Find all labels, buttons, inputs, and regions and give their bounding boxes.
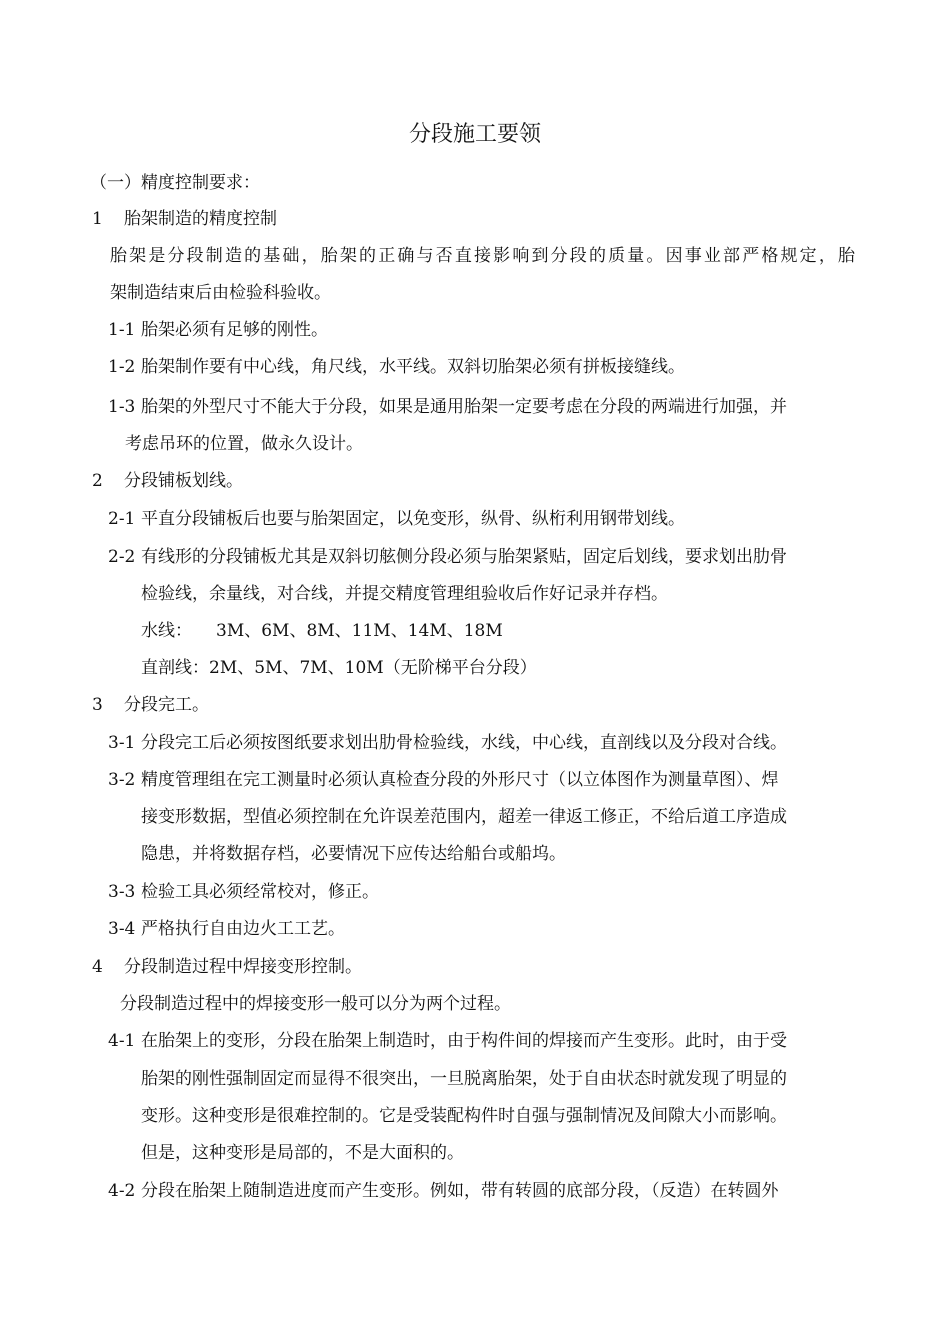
sub-item-text: 检验工具必须经常校对，修正。 [141,882,379,902]
sub-item-continuation: 胎架的刚性强制固定而显得不很突出，一旦脱离胎架，处于自由状态时就发现了明显的 [141,1069,787,1089]
sub-item-1-2 [108,355,685,379]
sub-item-2-1 [108,507,685,531]
item-title: 分段完工。 [124,695,209,715]
item-4-heading [92,955,362,979]
sub-item-2-2 [108,545,787,569]
sub-item-continuation: 变形。这种变形是很难控制的。它是受装配构件时自强与强制情况及间隙大小而影响。 [141,1106,787,1126]
waterline-values: 3M、6M、8M、11M、14M、18M [216,621,503,641]
waterline-label: 水线： [141,621,192,641]
sub-item-text: 平直分段铺板后也要与胎架固定，以免变形，纵骨、纵桁利用钢带划线。 [141,509,685,529]
buttock-line-row [141,656,537,680]
item-3-heading [92,693,209,717]
sub-item-number: 1-2 [108,357,136,377]
sub-item-text: 胎架的外型尺寸不能大于分段，如果是通用胎架一定要考虑在分段的两端进行加强，并 [141,397,787,417]
sub-item-number: 3-2 [108,770,136,790]
sub-item-1-3 [108,395,787,419]
buttock-line-label: 直剖线： [141,658,209,678]
sub-item-3-2 [108,768,779,792]
sub-item-text: 在胎架上的变形，分段在胎架上制造时，由于构件间的焊接而产生变形。此时，由于受 [141,1031,787,1051]
item-number: 4 [92,957,103,977]
sub-item-number: 4-1 [108,1031,136,1051]
sub-item-text: 胎架必须有足够的刚性。 [141,320,328,340]
sub-item-text: 严格执行自由边火工工艺。 [141,919,345,939]
sub-item-text: 分段完工后必须按图纸要求划出肋骨检验线，水线，中心线，直剖线以及分段对合线。 [141,733,787,753]
sub-item-1-1 [108,318,328,342]
sub-item-continuation: 隐患，并将数据存档，必要情况下应传达给船台或船坞。 [141,844,566,864]
sub-item-number: 1-1 [108,320,136,340]
sub-item-number: 3-1 [108,733,136,753]
item-1-heading [92,207,277,231]
sub-item-number: 2-2 [108,547,136,567]
sub-item-text: 分段在胎架上随制造进度而产生变形。例如，带有转圆的底部分段，（反造）在转圆外 [141,1181,779,1201]
sub-item-3-1 [108,731,787,755]
sub-item-text: 胎架制作要有中心线，角尺线，水平线。双斜切胎架必须有拼板接缝线。 [141,357,685,377]
item-2-heading [92,469,243,493]
item-number: 2 [92,471,103,491]
sub-item-number: 3-3 [108,882,136,902]
item-number: 3 [92,695,103,715]
sub-item-continuation: 但是，这种变形是局部的，不是大面积的。 [141,1143,464,1163]
paragraph-line: 分段制造过程中的焊接变形一般可以分为两个过程。 [120,994,511,1014]
paragraph-line: 架制造结束后由检验科验收。 [110,283,331,303]
page-title: 分段施工要领 [408,122,541,147]
sub-item-text: 有线形的分段铺板尤其是双斜切舷侧分段必须与胎架紧贴，固定后划线，要求划出肋骨 [141,547,787,567]
sub-item-3-3 [108,880,379,904]
sub-item-continuation: 接变形数据，型值必须控制在允许误差范围内，超差一律返工修正，不给后道工序造成 [141,807,787,827]
sub-item-continuation: 考虑吊环的位置，做永久设计。 [125,434,363,454]
item-title: 分段制造过程中焊接变形控制。 [124,957,362,977]
section-heading: （一）精度控制要求： [90,173,260,193]
item-title: 胎架制造的精度控制 [124,209,277,229]
sub-item-continuation: 检验线，余量线，对合线，并提交精度管理组验收后作好记录并存档。 [141,584,668,604]
sub-item-number: 4-2 [108,1181,136,1201]
sub-item-3-4 [108,917,345,941]
item-title: 分段铺板划线。 [124,471,243,491]
sub-item-4-2 [108,1179,779,1203]
buttock-line-values: 2M、5M、7M、10M（无阶梯平台分段） [209,658,537,678]
waterline-row [141,619,503,643]
paragraph-line: 胎架是分段制造的基础，胎架的正确与否直接影响到分段的质量。因事业部严格规定，胎 [110,246,855,266]
sub-item-number: 2-1 [108,509,136,529]
sub-item-text: 精度管理组在完工测量时必须认真检查分段的外形尺寸（以立体图作为测量草图）、焊 [141,770,779,790]
item-number: 1 [92,209,103,229]
sub-item-4-1 [108,1029,787,1053]
sub-item-number: 1-3 [108,397,136,417]
sub-item-number: 3-4 [108,919,136,939]
